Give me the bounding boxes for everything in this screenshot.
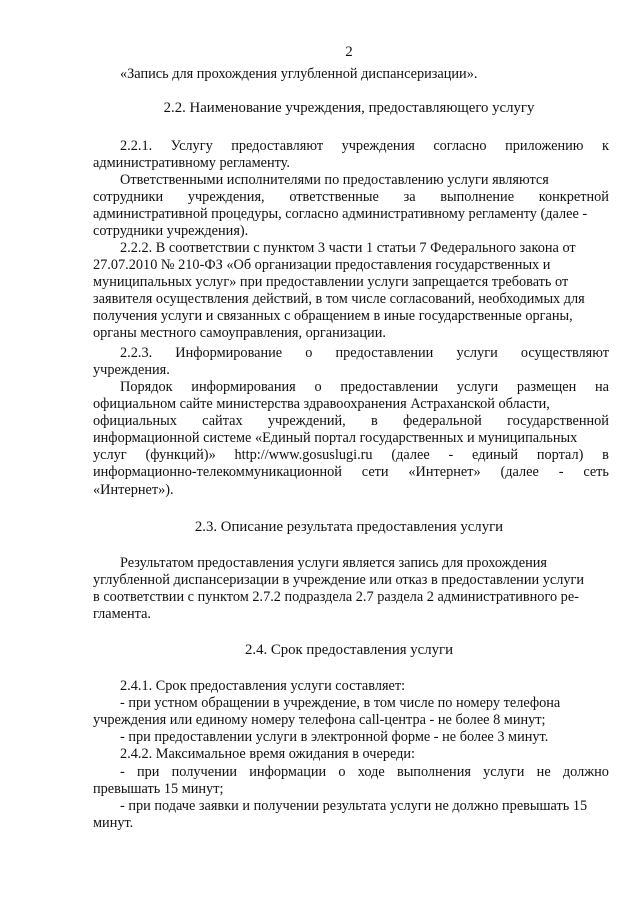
paragraph-procedure-line-5: услуг (функций)» http://www.gosuslugi.ru (далее - единый портал) в: [93, 447, 609, 463]
paragraph-procedure-line-2: официальном сайте министерства здравоохранения Астраханской области,: [93, 396, 550, 412]
paragraph-queue-info-line-1: - при получении информации о ходе выполнения услуги не должно: [120, 764, 609, 780]
paragraph-result-line-4: гламента.: [93, 606, 152, 622]
page-number: 2: [345, 44, 353, 60]
paragraph-2-4-1: 2.4.1. Срок предоставления услуги составляет:: [120, 678, 406, 694]
paragraph-2-2-3-line-2: учреждения.: [93, 362, 170, 378]
paragraph-2-2-2-line-2: 27.07.2010 № 210-ФЗ «Об организации предоставления государственных и: [93, 257, 551, 273]
paragraph-2-2-2-line-1: 2.2.2. В соответствии с пунктом 3 части 1 статьи 7 Федерального закона от: [120, 240, 576, 256]
paragraph-oral-request-line-2: учреждения или единому номеру телефона call-центра - не более 8 минут;: [93, 712, 546, 728]
paragraph-responsible-line-4: сотрудники учреждения).: [93, 223, 249, 239]
paragraph-2-4-2: 2.4.2. Максимальное время ожидания в очереди:: [120, 746, 416, 762]
paragraph-2-2-1-line-2: административному регламенту.: [93, 155, 290, 171]
paragraph-2-2-3-line-1: 2.2.3. Информирование о предоставлении услуги осуществляют: [120, 345, 609, 361]
paragraph-procedure-line-7: «Интернет»).: [93, 482, 174, 498]
paragraph-responsible-line-2: сотрудники учреждения, ответственные за выполнение конкретной: [93, 189, 609, 205]
paragraph-procedure-line-6: информационно-телекоммуникационной сети «Интернет» (далее - сеть: [93, 464, 609, 480]
paragraph-queue-info-line-2: превышать 15 минут;: [93, 781, 224, 797]
paragraph-2-2-2-line-6: органы местного самоуправления, организации.: [93, 325, 386, 341]
paragraph-2-2-2-line-3: муниципальных услуг» при предоставлении услуги запрещается требовать от: [93, 274, 569, 290]
paragraph-2-2-1-line-1: 2.2.1. Услугу предоставляют учреждения согласно приложению к: [120, 138, 609, 154]
paragraph-procedure-line-1: Порядок информирования о предоставлении услуги размещен на: [120, 379, 609, 395]
section-heading-2-3: 2.3. Описание результата предоставления услуги: [194, 519, 504, 535]
intro-line: «Запись для прохождения углубленной диспансеризации».: [120, 66, 478, 82]
section-heading-2-4: 2.4. Срок предоставления услуги: [244, 642, 454, 658]
paragraph-procedure-line-4: информационной системе «Единый портал государственных и муниципальных: [93, 430, 578, 446]
paragraph-responsible-line-3: административной процедуры, согласно административному регламенту (далее -: [93, 206, 588, 222]
portal-url-text: http://www.gosuslugi.ru: [234, 447, 373, 463]
paragraph-2-2-2-line-4: заявителя осуществления действий, в том числе согласований, необходимых для: [93, 291, 585, 307]
paragraph-application-line-1: - при подаче заявки и получении результата услуги не должно превышать 15: [120, 798, 588, 814]
paragraph-procedure-line-3: официальных сайтах учреждений, в федеральной государственной: [93, 413, 609, 429]
paragraph-result-line-2: углубленной диспансеризации в учреждение или отказ в предоставлении услуги: [93, 572, 584, 588]
paragraph-oral-request-line-1: - при устном обращении в учреждение, в том числе по номеру телефона: [120, 695, 561, 711]
paragraph-2-2-2-line-5: получения услуги и связанных с обращением в иные государственные органы,: [93, 308, 573, 324]
section-heading-2-2: 2.2. Наименование учреждения, предоставляющего услугу: [163, 100, 535, 116]
paragraph-result-line-1: Результатом предоставления услуги является запись для прохождения: [120, 555, 548, 571]
paragraph-electronic-form: - при предоставлении услуги в электронной форме - не более 3 минут.: [120, 729, 549, 745]
paragraph-responsible-line-1: Ответственными исполнителями по предоставлению услуги являются: [120, 172, 549, 188]
paragraph-application-line-2: минут.: [93, 815, 134, 831]
paragraph-result-line-3: в соответствии с пунктом 2.7.2 подраздела 2.7 раздела 2 административного ре-: [93, 589, 579, 605]
